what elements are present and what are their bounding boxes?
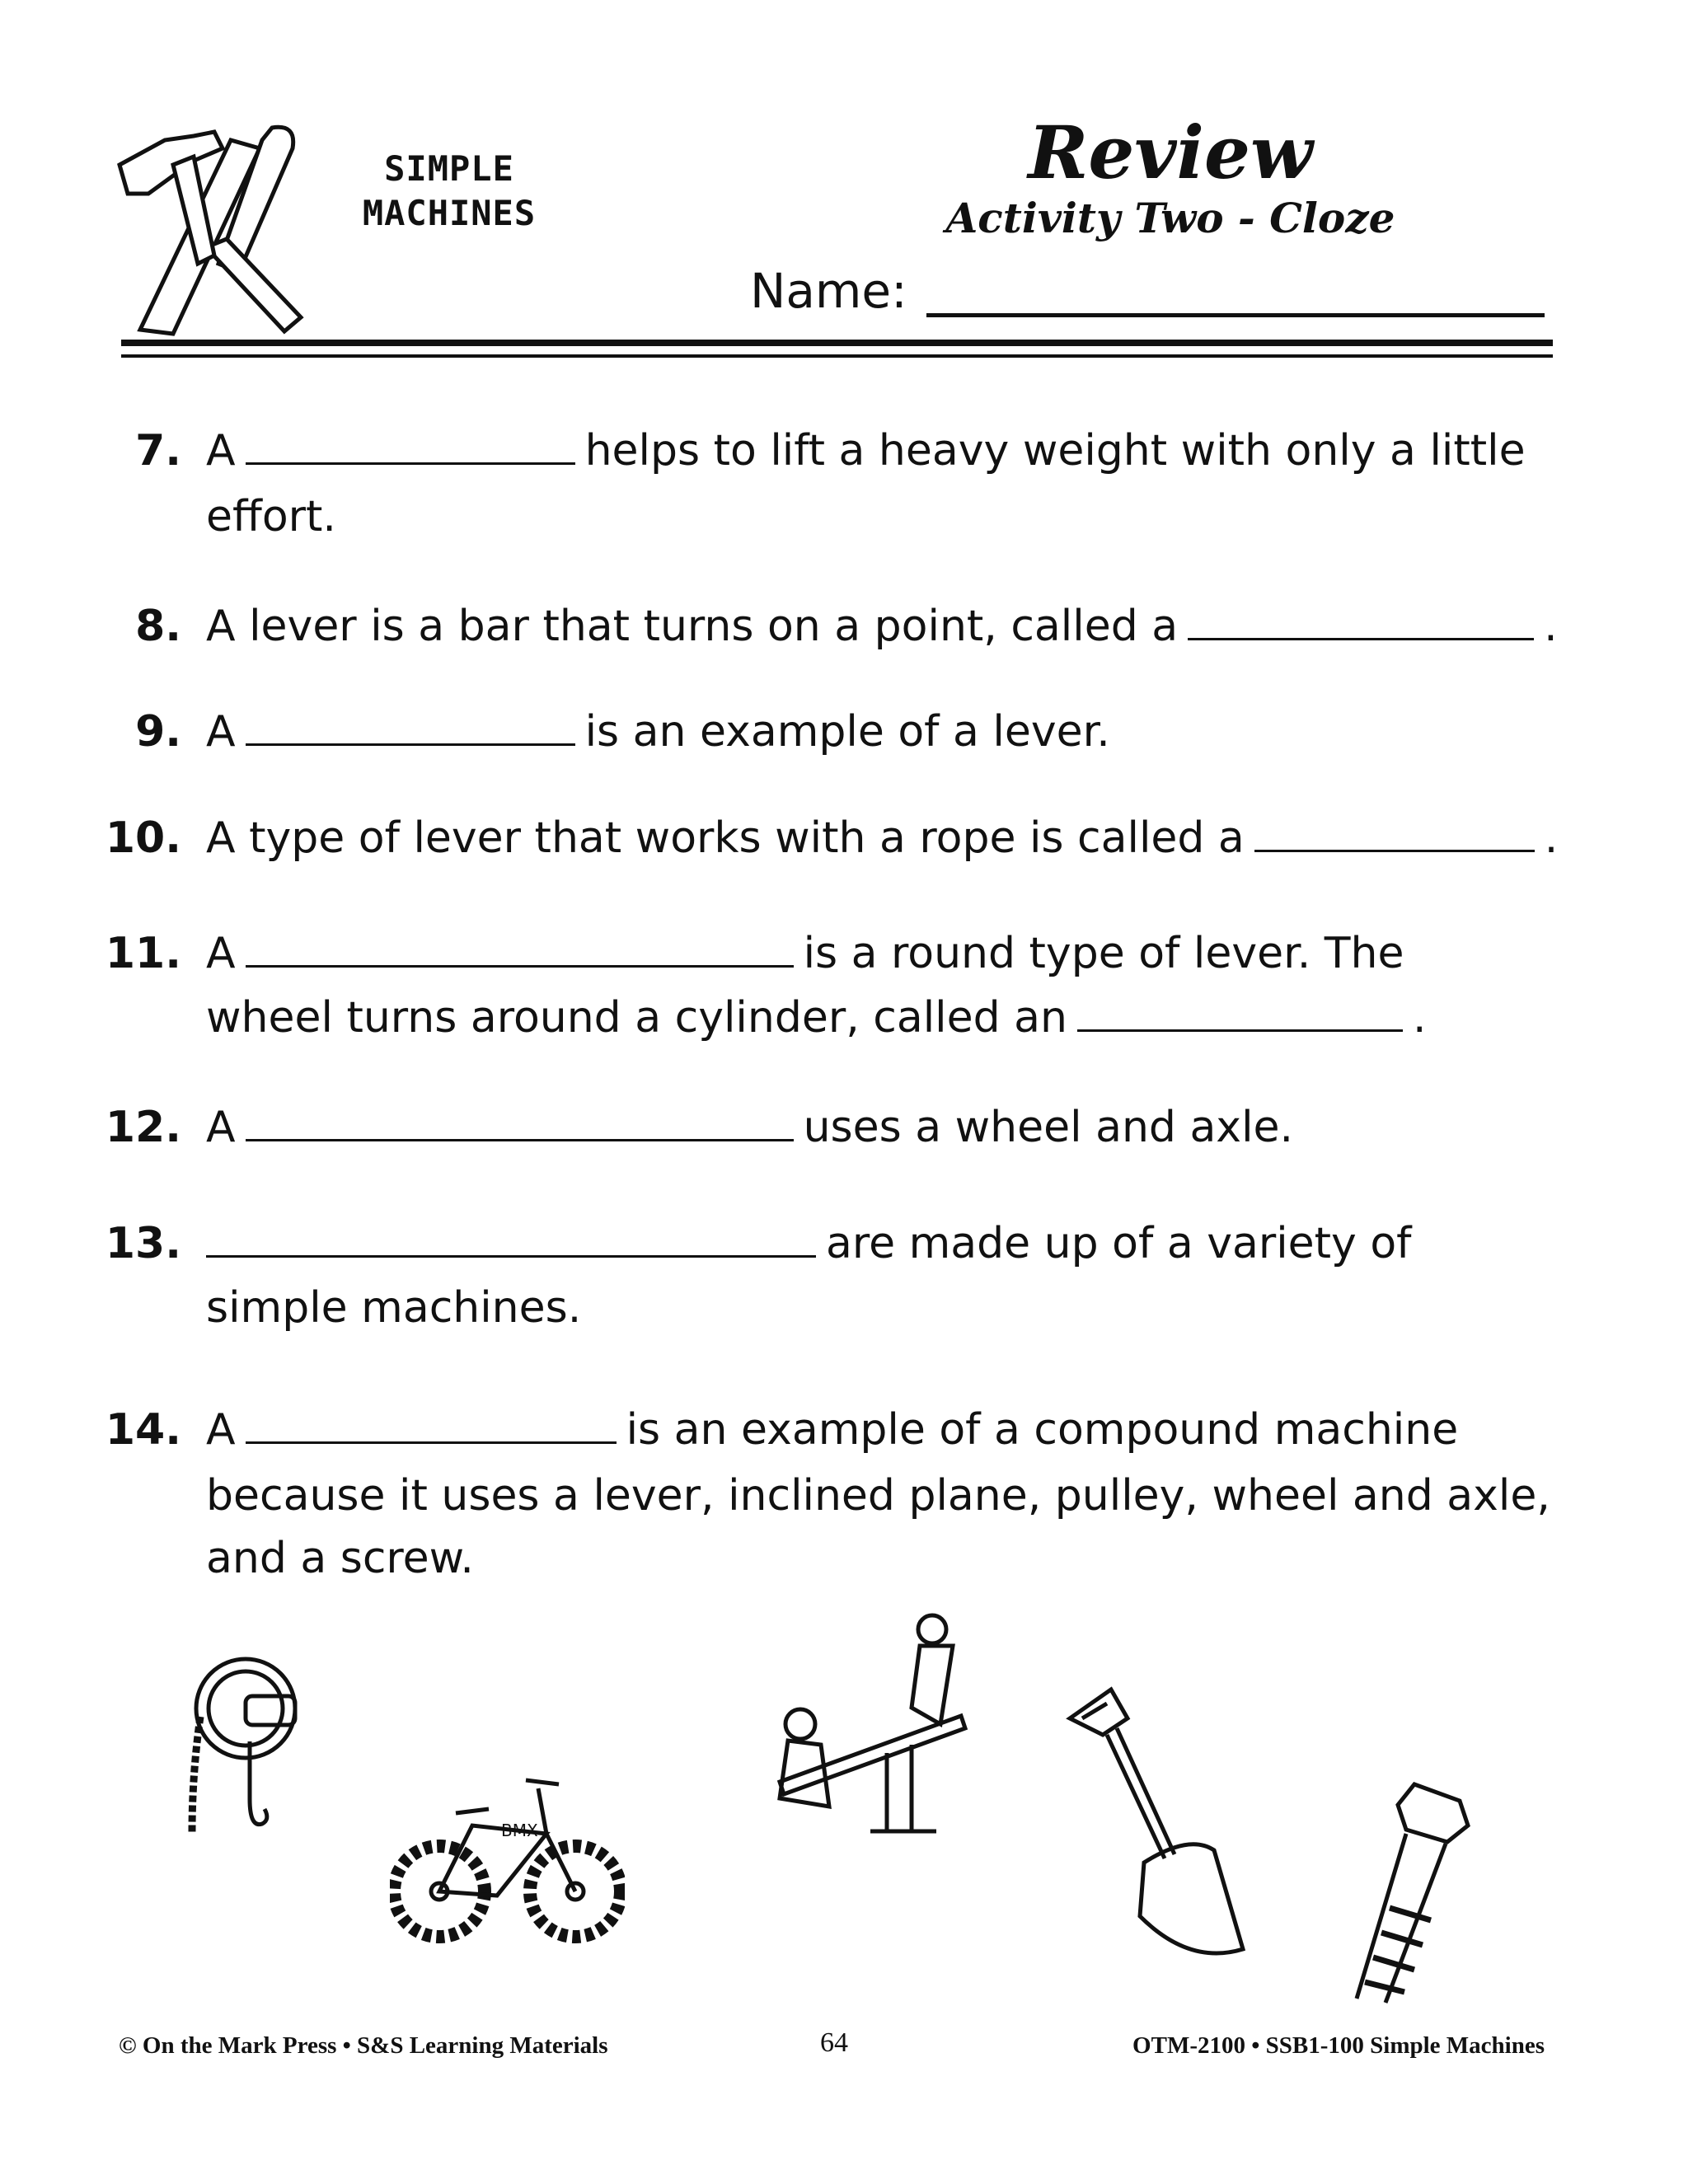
question-number: 9. <box>135 707 181 757</box>
header-rule-thick <box>121 340 1553 346</box>
answer-blank[interactable] <box>246 1108 794 1141</box>
question-text: simple machines. <box>206 1283 582 1333</box>
seesaw-icon <box>763 1609 978 1859</box>
question-text: A <box>206 426 236 476</box>
footer-product-code: OTM-2100 • SSB1-100 Simple Machines <box>1132 2032 1545 2059</box>
page-subtitle: Activity Two - Cloze <box>945 194 1395 242</box>
name-input-line[interactable] <box>926 313 1545 317</box>
answer-blank[interactable] <box>246 1411 617 1444</box>
question-number: 8. <box>135 602 181 651</box>
shovel-icon <box>1066 1685 1255 1965</box>
question-text: is an example of a compound machine <box>626 1405 1459 1455</box>
question-text: A type of lever that works with a rope is called a <box>206 813 1245 863</box>
question-number: 11. <box>105 929 181 978</box>
footer-publisher: © On the Mark Press • S&S Learning Materials <box>119 2032 608 2059</box>
series-line-2: MACHINES <box>362 193 537 233</box>
question-text: because it uses a lever, inclined plane, pulley, wheel and axle, <box>206 1471 1550 1521</box>
answer-blank[interactable] <box>246 432 575 465</box>
header-rule-thin <box>121 354 1553 358</box>
question-text: A <box>206 929 236 978</box>
question-number: 13. <box>105 1219 181 1268</box>
question-number: 12. <box>105 1103 181 1152</box>
question-text: . <box>1412 993 1427 1043</box>
bicycle-icon <box>390 1755 625 1948</box>
question-text: . <box>1544 813 1559 863</box>
page-number: 64 <box>820 2027 848 2058</box>
series-title <box>330 147 569 236</box>
question-text: is a round type of lever. The <box>803 929 1404 978</box>
question-text: A lever is a bar that turns on a point, called a <box>206 602 1179 651</box>
question-text: effort. <box>206 492 336 541</box>
question-number: 14. <box>105 1405 181 1455</box>
question-text: A <box>206 707 236 757</box>
answer-blank[interactable] <box>246 935 794 968</box>
answer-blank[interactable] <box>1188 607 1534 640</box>
question-text: is an example of a lever. <box>584 707 1110 757</box>
question-number: 7. <box>135 426 181 476</box>
question-text: A <box>206 1405 236 1455</box>
answer-blank[interactable] <box>206 1225 816 1258</box>
answer-blank[interactable] <box>246 713 575 746</box>
question-text: and a screw. <box>206 1534 474 1583</box>
series-line-1: SIMPLE <box>384 148 514 189</box>
name-label: Name: <box>750 263 907 319</box>
question-text: A <box>206 1103 236 1152</box>
answer-blank[interactable] <box>1254 819 1535 852</box>
bike-label: BMX <box>501 1821 538 1840</box>
question-text: . <box>1544 602 1558 651</box>
question-text: are made up of a variety of <box>826 1219 1412 1268</box>
question-number: 10. <box>105 813 181 863</box>
question-text: wheel turns around a cylinder, called an <box>206 993 1067 1043</box>
answer-blank[interactable] <box>1077 999 1403 1032</box>
hammer-chisel-logo-icon <box>115 115 321 338</box>
question-text: uses a wheel and axle. <box>803 1103 1294 1152</box>
page-title: Review <box>1028 110 1313 195</box>
screw-bolt-icon <box>1324 1776 1489 2014</box>
pulley-icon <box>167 1651 324 1852</box>
question-text: helps to lift a heavy weight with only a little <box>584 426 1526 476</box>
